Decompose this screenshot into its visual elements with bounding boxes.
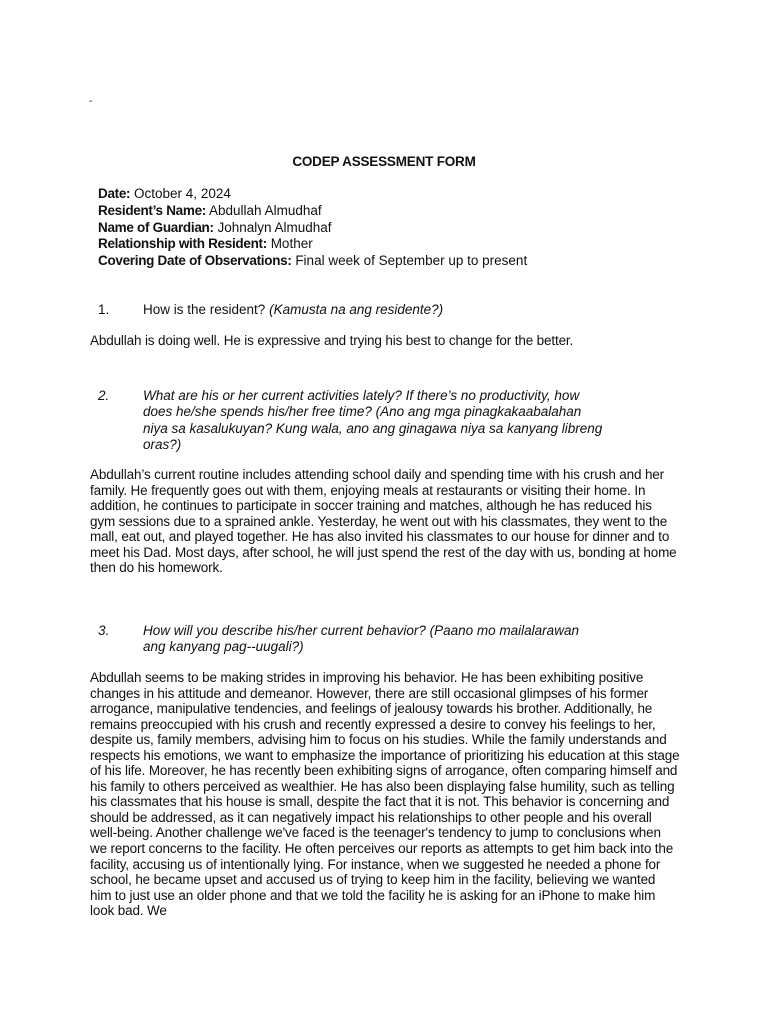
field-value: Final week of September up to present	[295, 253, 528, 269]
question-2	[98, 388, 618, 453]
question-number: 1.	[98, 302, 110, 317]
question-text: How will you describe his/her current behavior? (Paano mo mailalarawan ang kanyang pag--uugali?)	[143, 623, 579, 655]
question-number: 2.	[98, 388, 110, 403]
question-1	[98, 302, 618, 318]
question-english: How is the resident?	[143, 302, 266, 317]
field-value: Mother	[270, 236, 313, 252]
field-label: Name of Guardian:	[98, 219, 214, 235]
question-number: 3.	[98, 623, 110, 638]
field-value: Johnalyn Almudhaf	[217, 219, 332, 235]
field-label: Relationship with Resident:	[98, 236, 267, 252]
field-covering-date	[98, 253, 527, 270]
field-value: Abdullah Almudhaf	[209, 202, 322, 218]
answer-3: Abdullah seems to be making strides in improving his behavior. He has been exhibiting positive changes in his attitude and demeanor. However, there are still occasional glimpses of his former arrogance, manipulative tendencies, and feelings of jealousy towards his brother. Additionally, he remains preoccupied with his crush and recently expressed a desire to convey his feelings to her, despite us, family members, advising him to focus on his studies. While the family understands and respects his emotions, we want to emphasize the importance of prioritizing his education at this stage of his life. Moreover, he has recently been exhibiting signs of arrogance, often comparing himself and his family to others perceived as wealthier. He has also been displaying false humility, such as telling his classmates that his house is small, despite the fact that it is not. This behavior is concerning and should be addressed, as it can negatively impact his relationships to other people and his overall well-being. Another challenge we've faced is the teenager's tendency to jump to conclusions when we report concerns to the facility. He often perceives our reports as attempts to get him back into the facility, accusing us of intentionally lying. For instance, when we suggested he needed a phone for school, he became upset and accused us of trying to keep him in the facility, believing we wanted him to just use an older phone and that we told the facility he is asking for an iPhone to make him look bad. We	[90, 670, 680, 919]
field-date	[98, 186, 527, 203]
field-value: October 4, 2024	[134, 186, 231, 201]
answer-2: Abdullah’s current routine includes attending school daily and spending time with his crush and her family. He frequently goes out with them, enjoying meals at restaurants or visiting their home. In addition, he continues to participate in soccer training and matches, although he has reduced his gym sessions due to a sprained ankle. Yesterday, he went out with his classmates, they went to the mall, eat out, and played together. He has also invited his classmates to our house for dinner and to meet his Dad. Most days, after school, he will just spend the rest of the day with us, bonding at home then do his homework.	[90, 467, 677, 576]
field-guardian-name	[98, 220, 527, 237]
field-label: Date:	[98, 186, 131, 201]
question-text	[143, 302, 605, 318]
field-label: Covering Date of Observations:	[98, 253, 292, 269]
answer-1: Abdullah is doing well. He is expressive and trying his best to change for the better.	[90, 333, 574, 348]
form-header-fields	[98, 186, 527, 270]
form-title: CODEP ASSESSMENT FORM	[292, 154, 476, 169]
question-3	[98, 623, 618, 656]
field-label: Resident’s Name:	[98, 202, 206, 218]
stray-mark: -	[89, 96, 93, 107]
field-relationship	[98, 236, 527, 253]
question-translation: (Kamusta na ang residente?)	[269, 302, 444, 317]
question-text: What are his or her current activities lately? If there’s no productivity, how does he/she spends his/her free time? (Ano ang mga pinagkakaabalahan niya sa kasalukuyan? Kung wala, ano ang ginagawa niya sa kanyang libreng oras?)	[143, 388, 603, 452]
field-resident-name	[98, 203, 527, 220]
